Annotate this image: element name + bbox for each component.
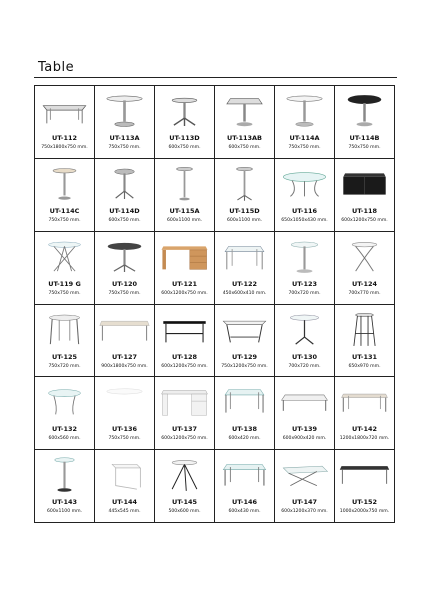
product-code: UT-115A bbox=[169, 206, 200, 215]
product-dimensions: 600x750 mm. bbox=[168, 145, 201, 150]
conference-table-icon bbox=[338, 380, 391, 424]
product-cell[interactable] bbox=[275, 305, 335, 378]
product-cell[interactable] bbox=[335, 232, 395, 305]
round-glass-pedestal-icon bbox=[278, 235, 331, 279]
product-cell[interactable] bbox=[335, 450, 395, 523]
product-cell[interactable] bbox=[95, 377, 155, 450]
product-dimensions: 600x420 mm. bbox=[228, 436, 261, 442]
product-code: UT-114C bbox=[49, 206, 80, 215]
product-code: UT-131 bbox=[351, 352, 378, 361]
dark-folding-table-icon bbox=[158, 308, 211, 352]
product-dimensions: 750x720 mm. bbox=[48, 363, 81, 369]
tall-bar-table-icon bbox=[158, 162, 211, 206]
product-cell[interactable] bbox=[215, 232, 275, 305]
product-code: UT-132 bbox=[51, 425, 78, 434]
product-dimensions: 1000x2000x750 mm. bbox=[339, 509, 390, 515]
product-cell[interactable] bbox=[35, 159, 95, 232]
glass-coffee-table-icon bbox=[218, 453, 271, 497]
product-cell[interactable] bbox=[275, 232, 335, 305]
product-code: UT-130 bbox=[291, 352, 318, 361]
product-code: UT-122 bbox=[231, 279, 258, 288]
glass-pedestal-table-icon bbox=[278, 89, 331, 133]
product-cell[interactable] bbox=[155, 305, 215, 378]
product-dimensions: 600x750 mm. bbox=[108, 217, 141, 223]
product-cell[interactable] bbox=[35, 450, 95, 523]
product-dimensions: 600x430 mm. bbox=[228, 509, 261, 515]
product-code: UT-120 bbox=[111, 279, 138, 288]
product-cell[interactable] bbox=[95, 450, 155, 523]
white-desk-icon bbox=[158, 380, 211, 424]
product-cell[interactable] bbox=[95, 232, 155, 305]
high-bar-table-icon bbox=[338, 308, 391, 352]
product-cell[interactable] bbox=[335, 159, 395, 232]
round-pedestal-table-icon bbox=[98, 162, 151, 206]
product-dimensions: 600x1200x750 mm. bbox=[161, 290, 208, 296]
star-base-table-icon bbox=[158, 89, 211, 133]
product-dimensions: 750x750 mm. bbox=[108, 436, 141, 442]
cross-leg-glass-table-icon bbox=[38, 235, 91, 279]
round-four-leg-table-icon bbox=[38, 308, 91, 352]
product-dimensions: 750x1200x750 mm. bbox=[221, 363, 268, 369]
acrylic-side-table-icon bbox=[98, 453, 151, 497]
product-code: UT-138 bbox=[231, 425, 258, 434]
product-code: UT-124 bbox=[351, 279, 378, 288]
product-code: UT-129 bbox=[231, 352, 258, 361]
product-dimensions: 750x750 mm. bbox=[108, 145, 141, 150]
product-dimensions: 600x900x420 mm. bbox=[282, 436, 327, 442]
product-code: UT-114A bbox=[289, 134, 320, 142]
product-dimensions: 600x1100 mm. bbox=[226, 217, 263, 223]
product-code: UT-119 G bbox=[48, 279, 81, 288]
product-code: UT-142 bbox=[351, 425, 378, 434]
folding-table-icon bbox=[218, 308, 271, 352]
product-dimensions: 500x600 mm. bbox=[168, 509, 201, 515]
product-cell[interactable] bbox=[215, 377, 275, 450]
product-cell[interactable] bbox=[155, 86, 215, 159]
product-code: UT-146 bbox=[231, 498, 258, 507]
dark-round-table-icon bbox=[338, 89, 391, 133]
product-code: UT-113AB bbox=[226, 134, 262, 142]
product-dimensions: 600x1200x750 mm. bbox=[161, 363, 208, 369]
product-dimensions: 750x750 mm. bbox=[108, 290, 141, 296]
product-cell[interactable] bbox=[155, 159, 215, 232]
product-cell[interactable] bbox=[95, 305, 155, 378]
product-cell[interactable] bbox=[35, 377, 95, 450]
product-code: UT-118 bbox=[351, 206, 378, 215]
product-dimensions: 650x1050x430 mm. bbox=[281, 217, 328, 223]
product-cell[interactable] bbox=[275, 159, 335, 232]
product-code: UT-128 bbox=[171, 352, 198, 361]
tall-star-bar-table-icon bbox=[218, 162, 271, 206]
product-dimensions: 700x720 mm. bbox=[288, 363, 321, 369]
product-cell[interactable] bbox=[335, 86, 395, 159]
product-dimensions: 450x600x410 mm. bbox=[222, 290, 267, 296]
product-dimensions: 750x1800x750 mm. bbox=[41, 145, 88, 150]
light-rectangular-table-icon bbox=[98, 308, 151, 352]
product-code: UT-114B bbox=[349, 134, 380, 142]
product-dimensions: 750x750 mm. bbox=[348, 145, 381, 150]
product-code: UT-113A bbox=[109, 134, 140, 142]
product-cell[interactable] bbox=[215, 450, 275, 523]
product-dimensions: 700x770 mm. bbox=[348, 290, 381, 296]
product-dimensions: 650x970 mm. bbox=[348, 363, 381, 369]
product-code: UT-125 bbox=[51, 352, 78, 361]
product-cell[interactable] bbox=[275, 450, 335, 523]
product-code: UT-145 bbox=[171, 498, 198, 507]
product-cell[interactable] bbox=[155, 232, 215, 305]
round-glass-table-icon bbox=[278, 308, 331, 352]
clear-round-table-icon bbox=[98, 380, 151, 424]
cross-leg-round-table-icon bbox=[338, 235, 391, 279]
dark-cabinet-table-icon bbox=[338, 162, 391, 206]
product-code: UT-113D bbox=[169, 134, 200, 142]
product-dimensions: 900x1800x750 mm. bbox=[101, 363, 148, 369]
product-dimensions: 600x1100 mm. bbox=[46, 509, 83, 515]
product-code: UT-123 bbox=[291, 279, 318, 288]
product-code: UT-143 bbox=[51, 498, 78, 507]
product-dimensions: 600x1100 mm. bbox=[166, 217, 203, 223]
product-code: UT-121 bbox=[171, 279, 198, 288]
product-cell[interactable] bbox=[215, 305, 275, 378]
product-dimensions: 600x1200x750 mm. bbox=[341, 217, 388, 223]
product-dimensions: 750x750 mm. bbox=[288, 145, 321, 150]
product-cell[interactable] bbox=[155, 450, 215, 523]
product-cell[interactable] bbox=[95, 86, 155, 159]
wooden-desk-icon bbox=[158, 235, 211, 279]
product-cell[interactable] bbox=[35, 232, 95, 305]
cross-leg-coffee-table-icon bbox=[278, 453, 331, 497]
product-cell[interactable] bbox=[215, 159, 275, 232]
product-dimensions: 750x750 mm. bbox=[48, 290, 81, 296]
product-dimensions: 600x560 mm. bbox=[48, 436, 81, 442]
square-pedestal-table-icon bbox=[218, 89, 271, 133]
oval-glass-table-icon bbox=[278, 162, 331, 206]
product-cell[interactable] bbox=[35, 305, 95, 378]
product-cell[interactable] bbox=[275, 86, 335, 159]
glass-side-table-icon bbox=[218, 235, 271, 279]
product-code: UT-147 bbox=[291, 498, 318, 507]
page-title: Table bbox=[38, 60, 75, 75]
product-dimensions: 445x545 mm. bbox=[108, 509, 141, 515]
square-glass-table-icon bbox=[218, 380, 271, 424]
rectangular-table-icon bbox=[38, 89, 91, 133]
product-code: UT-116 bbox=[291, 206, 318, 215]
tripod-side-table-icon bbox=[158, 453, 211, 497]
product-grid bbox=[34, 85, 395, 523]
round-bar-table-icon bbox=[38, 453, 91, 497]
title-divider bbox=[34, 77, 397, 78]
product-dimensions: 700x720 mm. bbox=[288, 290, 321, 296]
pedestal-table-icon bbox=[98, 89, 151, 133]
product-code: UT-127 bbox=[111, 352, 138, 361]
product-code: UT-136 bbox=[111, 425, 138, 434]
product-cell[interactable] bbox=[335, 305, 395, 378]
product-code: UT-139 bbox=[291, 425, 318, 434]
low-round-glass-table-icon bbox=[38, 380, 91, 424]
product-cell[interactable] bbox=[35, 86, 95, 159]
product-cell[interactable] bbox=[335, 377, 395, 450]
product-code: UT-152 bbox=[351, 498, 378, 507]
coffee-table-icon bbox=[278, 380, 331, 424]
product-code: UT-114D bbox=[109, 206, 140, 215]
bar-table-icon bbox=[38, 162, 91, 206]
product-cell[interactable] bbox=[95, 159, 155, 232]
long-dark-table-icon bbox=[338, 453, 391, 497]
product-dimensions: 600x1200x370 mm. bbox=[281, 509, 328, 515]
product-dimensions: 600x750 mm. bbox=[228, 145, 261, 150]
dark-round-star-table-icon bbox=[98, 235, 151, 279]
product-code: UT-144 bbox=[111, 498, 138, 507]
product-dimensions: 600x1200x750 mm. bbox=[161, 436, 208, 442]
product-cell[interactable] bbox=[155, 377, 215, 450]
product-code: UT-137 bbox=[171, 425, 198, 434]
product-code: UT-112 bbox=[51, 134, 78, 142]
product-dimensions: 750x750 mm. bbox=[48, 217, 81, 223]
product-cell[interactable] bbox=[215, 86, 275, 159]
product-dimensions: 1200x1800x720 mm. bbox=[339, 436, 390, 442]
product-code: UT-115D bbox=[229, 206, 260, 215]
product-cell[interactable] bbox=[275, 377, 335, 450]
